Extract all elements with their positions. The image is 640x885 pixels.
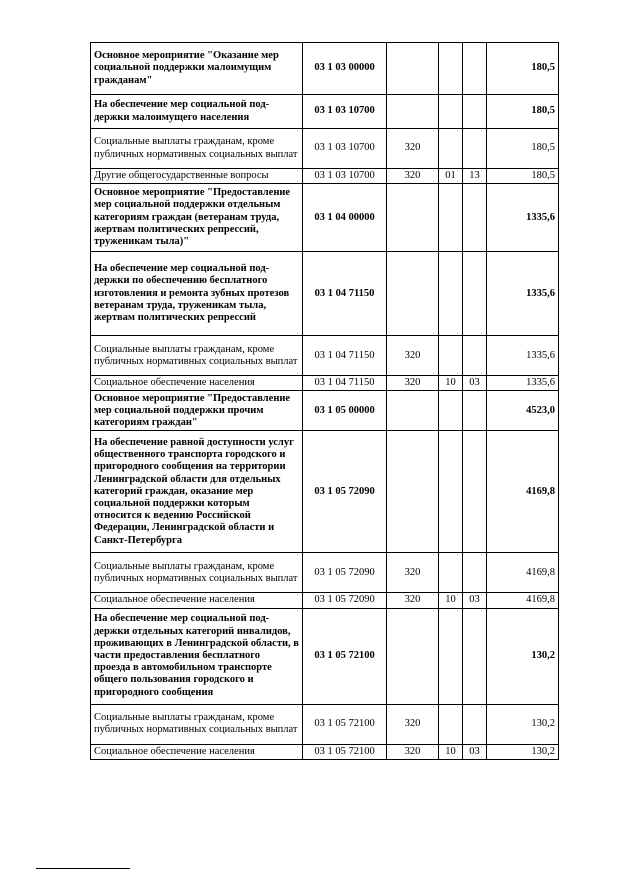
row-sum-cell: 1335,6 xyxy=(487,184,559,252)
row-sum-cell: 130,2 xyxy=(487,608,559,704)
row-name-cell: Основное мероприятие "Предоставление мер социальной поддержки отдельным категориям граждан (ветеранам труда, жертвам политических репрессий, труженикам тыла)" xyxy=(91,184,303,252)
table-row xyxy=(91,744,559,759)
table-row xyxy=(91,129,559,169)
row-name-cell: Социальные выплаты гражданам, кроме публичных нормативных социальных выплат xyxy=(91,129,303,169)
row-name-cell: На обеспечение мер социальной поддержки по обеспечению бесплатного изготовления и ремонта зубных протезов ветеранам труда, труженикам тыла, жертвам политических репрессий xyxy=(91,252,303,336)
row-subsection-cell: 03 xyxy=(463,744,487,759)
row-name-cell: Социальное обеспечение населения xyxy=(91,376,303,391)
row-sum-cell: 1335,6 xyxy=(487,336,559,376)
row-subsection-cell: 03 xyxy=(463,376,487,391)
row-section-cell xyxy=(439,704,463,744)
row-sum-cell: 180,5 xyxy=(487,95,559,129)
row-code-cell: 03 1 05 72100 xyxy=(303,608,387,704)
table-row xyxy=(91,252,559,336)
row-section-cell: 10 xyxy=(439,593,463,608)
row-expense-type-cell: 320 xyxy=(387,553,439,593)
row-code-cell: 03 1 03 10700 xyxy=(303,129,387,169)
row-subsection-cell xyxy=(463,431,487,553)
row-section-cell xyxy=(439,431,463,553)
table-row xyxy=(91,169,559,184)
row-expense-type-cell: 320 xyxy=(387,129,439,169)
row-name-cell: Основное мероприятие "Оказание мер социальной поддержки малоимущим гражданам" xyxy=(91,43,303,95)
row-expense-type-cell: 320 xyxy=(387,376,439,391)
row-section-cell xyxy=(439,129,463,169)
row-expense-type-cell: 320 xyxy=(387,593,439,608)
row-code-cell: 03 1 05 72090 xyxy=(303,593,387,608)
row-sum-cell: 4169,8 xyxy=(487,593,559,608)
row-section-cell: 10 xyxy=(439,744,463,759)
table-row xyxy=(91,553,559,593)
table-row xyxy=(91,336,559,376)
row-code-cell: 03 1 04 00000 xyxy=(303,184,387,252)
row-code-cell: 03 1 05 72100 xyxy=(303,744,387,759)
row-expense-type-cell xyxy=(387,431,439,553)
row-expense-type-cell xyxy=(387,95,439,129)
table-row xyxy=(91,95,559,129)
row-sum-cell: 180,5 xyxy=(487,169,559,184)
row-subsection-cell xyxy=(463,336,487,376)
row-sum-cell: 130,2 xyxy=(487,704,559,744)
row-subsection-cell xyxy=(463,608,487,704)
row-expense-type-cell: 320 xyxy=(387,169,439,184)
row-sum-cell: 1335,6 xyxy=(487,252,559,336)
row-sum-cell: 4169,8 xyxy=(487,431,559,553)
table-row xyxy=(91,184,559,252)
row-code-cell: 03 1 03 10700 xyxy=(303,95,387,129)
row-expense-type-cell xyxy=(387,184,439,252)
row-expense-type-cell xyxy=(387,391,439,431)
budget-table xyxy=(90,42,559,760)
row-name-cell: Социальное обеспечение населения xyxy=(91,744,303,759)
row-subsection-cell xyxy=(463,391,487,431)
row-name-cell: Социальные выплаты гражданам, кроме публичных нормативных социальных выплат xyxy=(91,336,303,376)
row-expense-type-cell xyxy=(387,43,439,95)
row-subsection-cell xyxy=(463,252,487,336)
row-code-cell: 03 1 05 00000 xyxy=(303,391,387,431)
row-expense-type-cell: 320 xyxy=(387,744,439,759)
table-row xyxy=(91,43,559,95)
table-row xyxy=(91,376,559,391)
table-row xyxy=(91,704,559,744)
row-sum-cell: 4523,0 xyxy=(487,391,559,431)
row-subsection-cell xyxy=(463,704,487,744)
budget-table-body xyxy=(91,43,559,760)
row-code-cell: 03 1 03 10700 xyxy=(303,169,387,184)
table-row xyxy=(91,593,559,608)
row-expense-type-cell: 320 xyxy=(387,704,439,744)
table-row xyxy=(91,608,559,704)
row-section-cell xyxy=(439,391,463,431)
row-code-cell: 03 1 03 00000 xyxy=(303,43,387,95)
row-subsection-cell: 03 xyxy=(463,593,487,608)
row-code-cell: 03 1 04 71150 xyxy=(303,336,387,376)
row-section-cell xyxy=(439,95,463,129)
row-subsection-cell xyxy=(463,184,487,252)
footnote-separator xyxy=(36,868,130,869)
row-subsection-cell xyxy=(463,129,487,169)
row-name-cell: На обеспечение мер социальной поддержки малоимущего населения xyxy=(91,95,303,129)
row-section-cell: 10 xyxy=(439,376,463,391)
row-expense-type-cell xyxy=(387,608,439,704)
row-subsection-cell xyxy=(463,95,487,129)
row-sum-cell: 4169,8 xyxy=(487,553,559,593)
row-subsection-cell xyxy=(463,553,487,593)
row-code-cell: 03 1 05 72090 xyxy=(303,431,387,553)
row-name-cell: Социальные выплаты гражданам, кроме публичных нормативных социальных выплат xyxy=(91,704,303,744)
row-section-cell xyxy=(439,184,463,252)
row-subsection-cell xyxy=(463,43,487,95)
row-code-cell: 03 1 05 72100 xyxy=(303,704,387,744)
row-sum-cell: 130,2 xyxy=(487,744,559,759)
row-section-cell xyxy=(439,553,463,593)
row-code-cell: 03 1 05 72090 xyxy=(303,553,387,593)
row-code-cell: 03 1 04 71150 xyxy=(303,376,387,391)
row-section-cell xyxy=(439,336,463,376)
row-name-cell: Социальное обеспечение населения xyxy=(91,593,303,608)
row-subsection-cell: 13 xyxy=(463,169,487,184)
row-section-cell: 01 xyxy=(439,169,463,184)
row-section-cell xyxy=(439,608,463,704)
row-name-cell: Социальные выплаты гражданам, кроме публичных нормативных социальных выплат xyxy=(91,553,303,593)
row-sum-cell: 180,5 xyxy=(487,43,559,95)
row-sum-cell: 1335,6 xyxy=(487,376,559,391)
table-row xyxy=(91,431,559,553)
row-code-cell: 03 1 04 71150 xyxy=(303,252,387,336)
table-row xyxy=(91,391,559,431)
row-name-cell: Другие общегосударственные вопросы xyxy=(91,169,303,184)
row-expense-type-cell: 320 xyxy=(387,336,439,376)
row-section-cell xyxy=(439,252,463,336)
row-expense-type-cell xyxy=(387,252,439,336)
row-name-cell: Основное мероприятие "Предоставление мер социальной поддержки прочим категориям граждан" xyxy=(91,391,303,431)
row-name-cell: На обеспечение мер социальной поддержки отдельных категорий инвалидов, проживающих в Ленинградской области, в части предоставления бесплатного проезда в автомобильном транспорте общего пользования городского и пригородного сообщения xyxy=(91,608,303,704)
row-sum-cell: 180,5 xyxy=(487,129,559,169)
row-section-cell xyxy=(439,43,463,95)
row-name-cell: На обеспечение равной доступности услуг общественного транспорта городского и пригородного сообщения на территории Ленинградской области для отдельных категорий граждан, оказание мер социальной поддержки которым относится к ведению Российской Федерации, Ленинградской области и Санкт-Петербурга xyxy=(91,431,303,553)
